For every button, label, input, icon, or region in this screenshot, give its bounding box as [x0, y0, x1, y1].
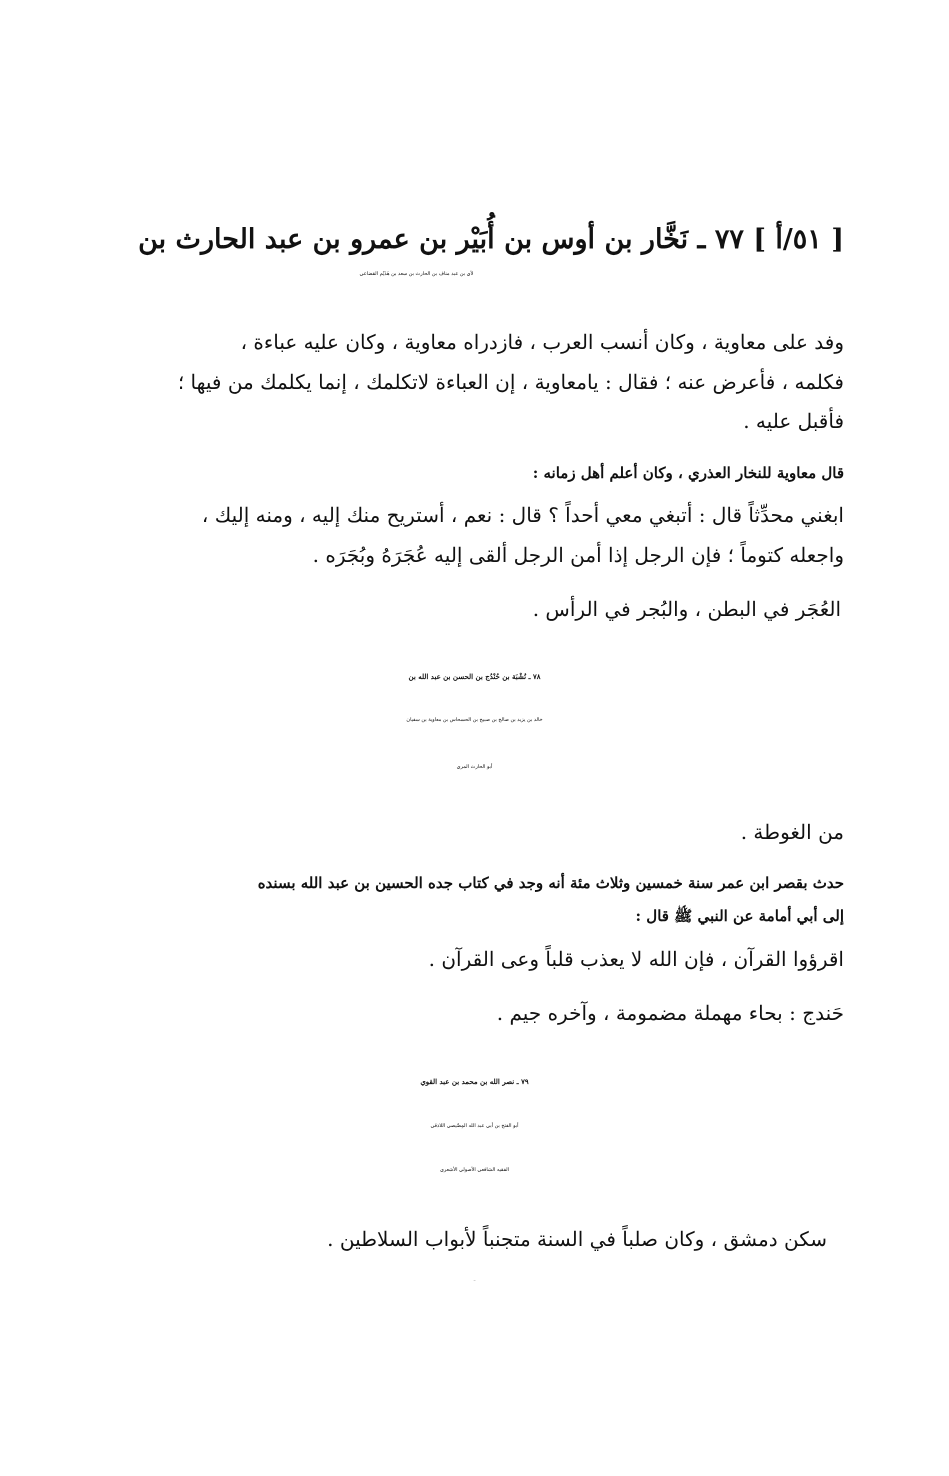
entry-77-quote-line-2: واجعله كتوماً ؛ فإن الرجل إذا أمن الرجل ألقى إليه عُجَرَهُ وبُجَرَه .: [312, 543, 844, 567]
entry-78-origin: من الغوطة .: [740, 820, 844, 844]
entry-77-subtitle: لأي بن عبد مناف بن الحارث بن سعد بن هَذَيْم القضاعي: [359, 271, 474, 277]
entry-79-subtitle-1: أبو الفتح بن أبي عبد الله المِصِّيصي اللاذقي: [430, 1123, 519, 1129]
page-number: ـ ١٢٣ ـ: [473, 1281, 476, 1282]
entry-79-title: ٧٩ ـ نصر الله بن محمد بن عبد القوي: [420, 1077, 529, 1086]
entry-78-isnad-line-2: إلى أبي أمامة عن النبي ﷺ قال :: [635, 907, 844, 925]
entry-78-isnad-line-1: حدث بقصر ابن عمر سنة خمسين وثلاث مئة أنه وجد في كتاب جده الحسين بن عبد الله بسنده: [257, 874, 844, 892]
entry-77-para-line-2: فكلمه ، فأعرض عنه ؛ فقال : يامعاوية ، إن العباءة لاتكلمك ، إنما يكلمك من فيها ؛: [177, 370, 844, 394]
entry-77-para-line-3: فأقبل عليه .: [743, 409, 844, 433]
entry-79-subtitle-2: الفقيه الشافعي الأصولي الأشعري: [439, 1167, 510, 1173]
entry-78-hadith: اقرؤوا القرآن ، فإن الله لا يعذب قلباً وعى القرآن .: [428, 947, 844, 971]
entry-79-para: سكن دمشق ، وكان صلباً في السنة متجنباً لأبواب السلاطين .: [327, 1227, 827, 1251]
entry-77-quote-line-1: ابغني محدِّثاً قال : أتبغي معي أحداً ؟ قال : نعم ، أستريح منك إليه ، ومنه إليك ،: [201, 503, 844, 527]
entry-77-gloss: العُجَر في البطن ، والبُجر في الرأس .: [532, 597, 841, 621]
entry-78-note: حَندج : بحاء مهملة مضمومة ، وآخره جيم .: [496, 1001, 844, 1025]
entry-77-isnad: قال معاوية للنخار العذري ، وكان أعلم أهل زمانه :: [532, 464, 844, 482]
entry-78-subtitle-2: أبو الحارث المري: [456, 764, 493, 770]
entry-78-title: ٧٨ ـ نُشْبَة بن حُنْدُج بن الحسن بن عبد الله بن: [408, 672, 541, 681]
entry-77-para-line-1: وفد على معاوية ، وكان أنسب العرب ، فازدراه معاوية ، وكان عليه عباءة ،: [240, 330, 844, 354]
entry-77-title: [ ٥١/أ ] ٧٧ ـ نَخَّار بن أوس بن أُبَيْر بن عمرو بن عبد الحارث بن: [138, 224, 844, 255]
entry-78-subtitle-1: خالد بن يزيد بن صالح بن صبيح بن الحسحاس بن معاوية بن سفيان: [406, 717, 543, 723]
